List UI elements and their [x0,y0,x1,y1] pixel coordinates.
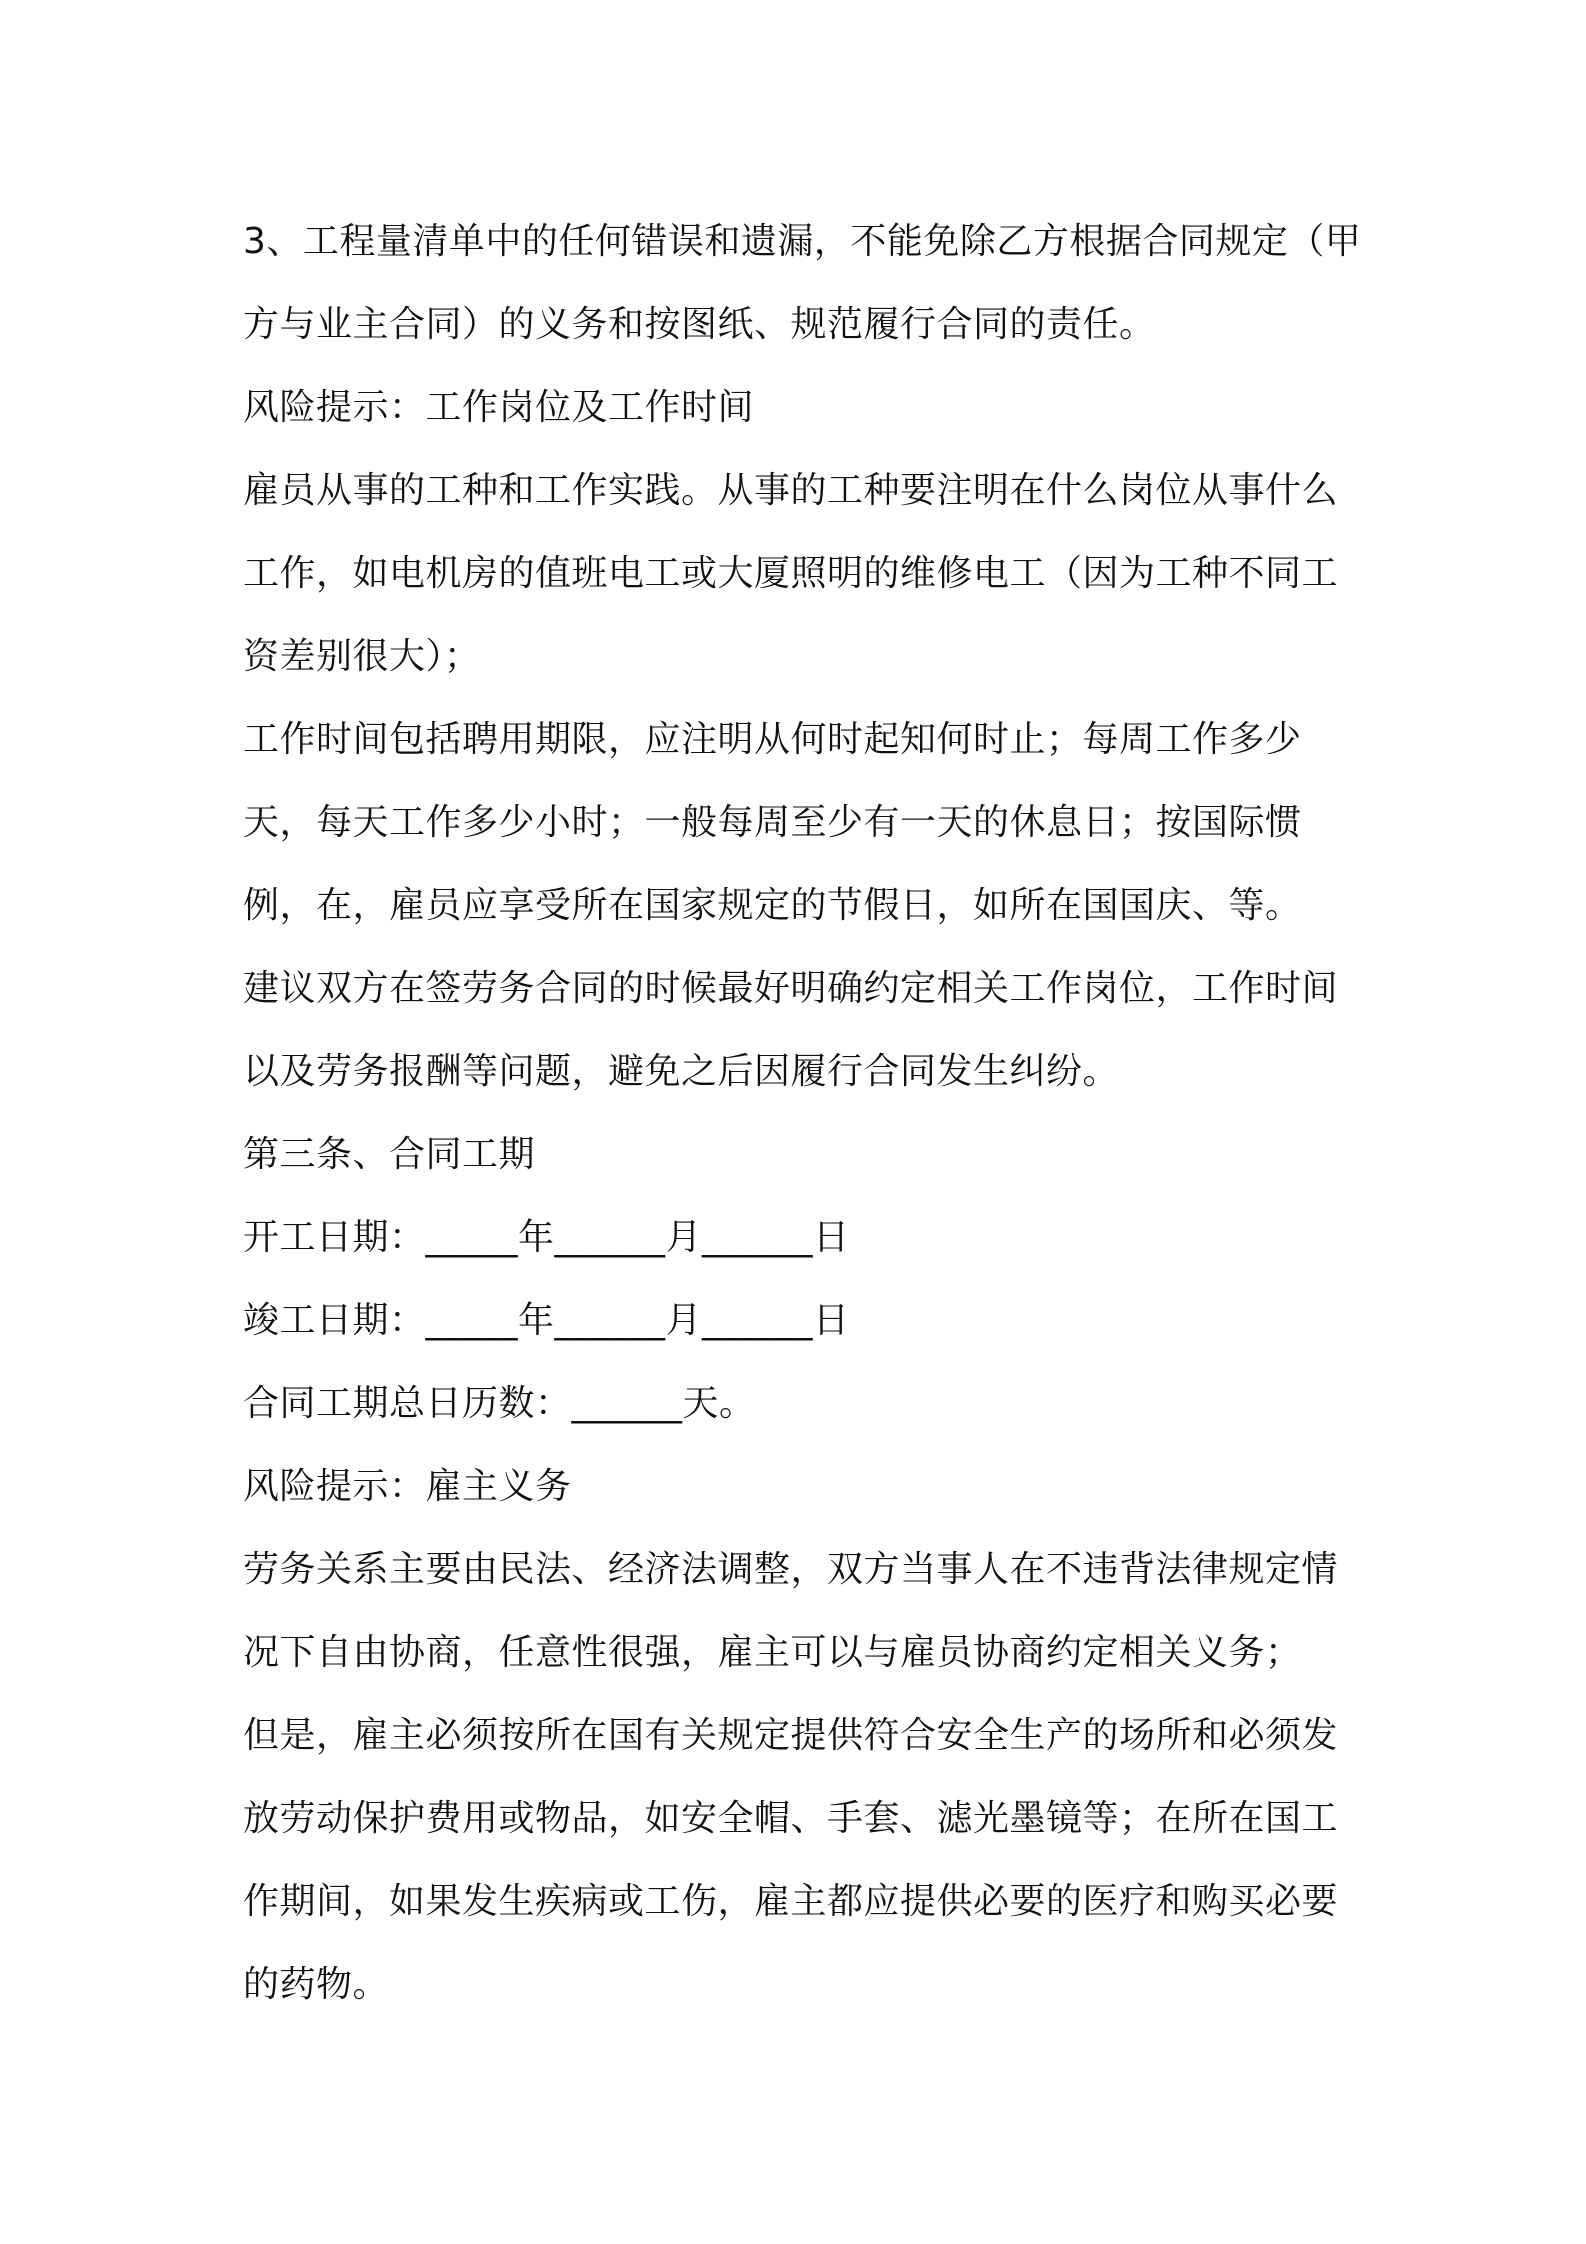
paragraph-working-time: 工作时间包括聘用期限，应注明从何时起知何时止；每周工作多少天，每天工作多少小时；一般每周至少有一天的休息日；按国际惯例，在，雇员应享受所在国家规定的节假日，如所在国国庆、等。 [243,719,1302,926]
paragraph-suggestion: 建议双方在签劳务合同的时候最好明确约定相关工作岗位，工作时间以及劳务报酬等问题，避免之后因履行合同发生纠纷。 [243,968,1339,1092]
paragraph-labor-relations: 劳务关系主要由民法、经济法调整，双方当事人在不违背法律规定情况下自由协商，任意性很强，雇主可以与雇员协商约定相关义务； [243,1549,1339,1673]
heading-article-three: 第三条、合同工期 [243,1134,536,1175]
field-start-date: 开工日期：_____年______月______日 [243,1217,850,1258]
paragraph-quantity-list-errors: 3、工程量清单中的任何错误和遗漏，不能免除乙方根据合同规定（甲方与业主合同）的义务和按图纸、规范履行合同的责任。 [243,221,1362,345]
field-completion-date: 竣工日期：_____年______月______日 [243,1300,850,1341]
paragraph-employer-duties: 但是，雇主必须按所在国有关规定提供符合安全生产的场所和必须发放劳动保护费用或物品，如安全帽、手套、滤光墨镜等；在所在国工作期间，如果发生疾病或工伤，雇主都应提供必要的医疗和购买必要的药物。 [243,1715,1339,2005]
paragraph-job-type: 雇员从事的工种和工作实践。从事的工种要注明在什么岗位从事什么工作，如电机房的值班电工或大厦照明的维修电工（因为工种不同工资差别很大）； [243,470,1339,677]
document-body [243,200,1365,2026]
heading-risk-job-position-hours: 风险提示：工作岗位及工作时间 [243,387,755,428]
heading-risk-employer-obligations: 风险提示：雇主义务 [243,1466,572,1507]
field-total-days: 合同工期总日历数：______天。 [243,1383,756,1424]
